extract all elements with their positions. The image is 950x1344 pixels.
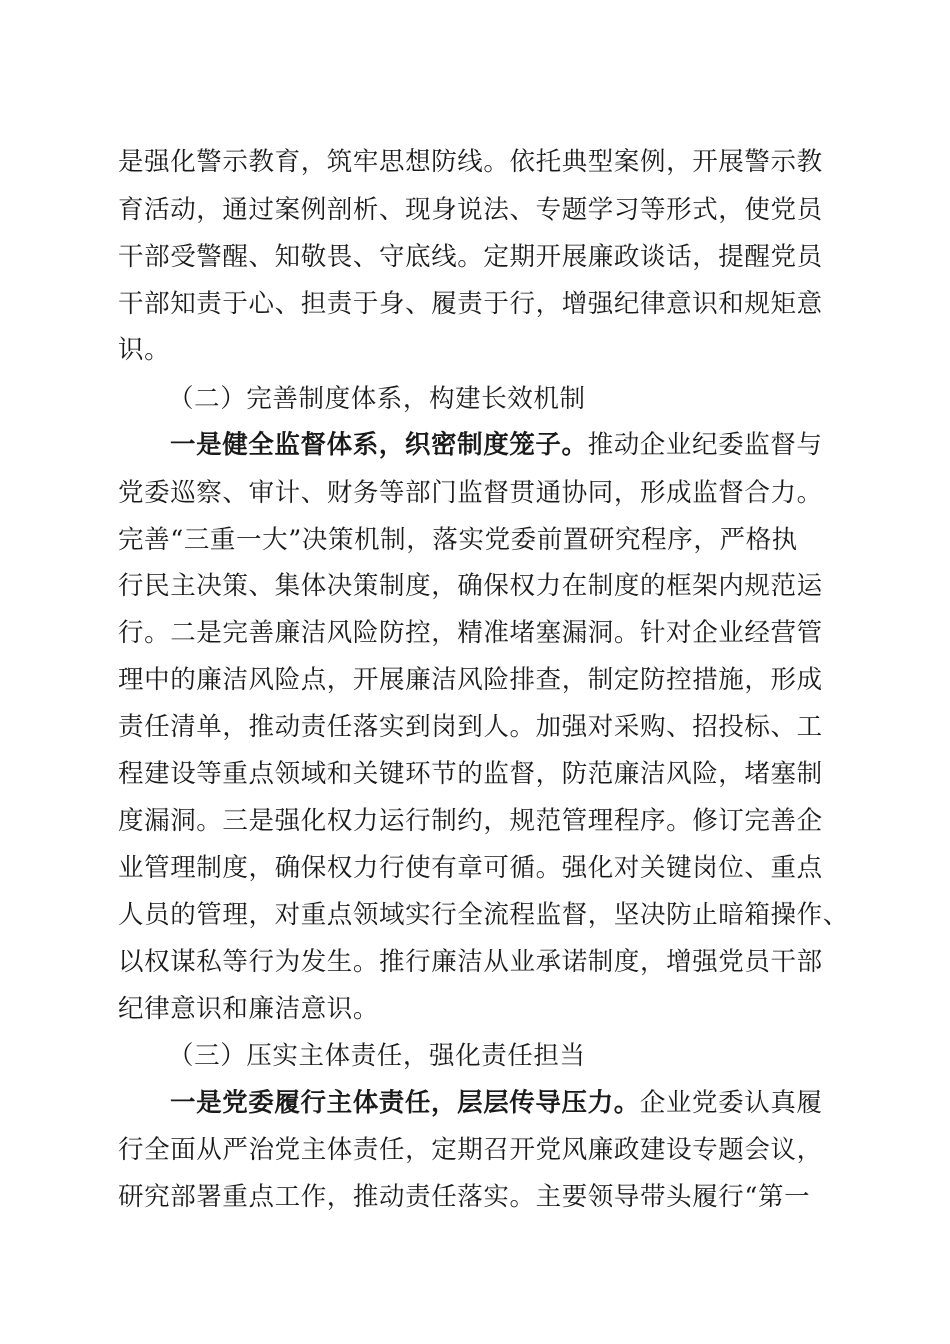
paragraph-line: 党委巡察、审计、财务等部门监督贯通协同，形成监督合力。 — [118, 478, 823, 508]
paragraph-line: 干部知责于心、担责于身、履责于行，增强纪律意识和规矩意 — [118, 289, 823, 319]
paragraph-line: 人员的管理，对重点领域实行全流程监督，坚决防止暗箱操作、 — [118, 900, 849, 930]
paragraph-line: 行民主决策、集体决策制度，确保权力在制度的框架内规范运 — [118, 571, 823, 601]
paragraph-line: 纪律意识和廉洁意识。 — [118, 994, 380, 1024]
paragraph-line: 识。 — [118, 335, 171, 365]
section-heading: （二）完善制度体系，构建长效机制 — [168, 384, 586, 414]
paragraph-line: 是强化警示教育，筑牢思想防线。依托典型案例，开展警示教 — [118, 147, 823, 177]
sentence-text: 企业党委认真履 — [639, 1088, 823, 1118]
paragraph-line: 度漏洞。三是强化权力运行制约，规范管理程序。修订完善企 — [118, 806, 823, 836]
paragraph-line: 程建设等重点领域和关键环节的监督，防范廉洁风险，堵塞制 — [118, 759, 823, 789]
paragraph-line: 干部受警醒、知敬畏、守底线。定期开展廉政谈话，提醒党员 — [118, 242, 823, 272]
paragraph-line: 完善“三重一大”决策机制，落实党委前置研究程序，严格执 — [118, 525, 798, 555]
lead-sentence: 一是党委履行主体责任，层层传导压力。 — [170, 1088, 640, 1118]
paragraph-line: 行。二是完善廉洁风险防控，精准堵塞漏洞。针对企业经营管 — [118, 618, 823, 648]
paragraph-line: 责任清单，推动责任落实到岗到人。加强对采购、招投标、工 — [118, 712, 823, 742]
sentence-text: 推动企业纪委监督与 — [587, 430, 823, 460]
paragraph-line: 业管理制度，确保权力行使有章可循。强化对关键岗位、重点 — [118, 853, 823, 883]
paragraph-line — [170, 425, 890, 465]
paragraph-line: 以权谋私等行为发生。推行廉洁从业承诺制度，增强党员干部 — [118, 947, 823, 977]
paragraph-line: 理中的廉洁风险点，开展廉洁风险排查，制定防控措施，形成 — [118, 665, 823, 695]
lead-sentence: 一是健全监督体系，织密制度笼子。 — [170, 430, 588, 460]
paragraph-line: 行全面从严治党主体责任，定期召开党风廉政建设专题会议， — [118, 1135, 823, 1165]
paragraph-line: 育活动，通过案例剖析、现身说法、专题学习等形式，使党员 — [118, 195, 823, 225]
paragraph-line — [170, 1083, 890, 1123]
section-heading: （三）压实主体责任，强化责任担当 — [168, 1041, 586, 1071]
paragraph-line: 研究部署重点工作，推动责任落实。主要领导带头履行“第一 — [118, 1182, 811, 1212]
